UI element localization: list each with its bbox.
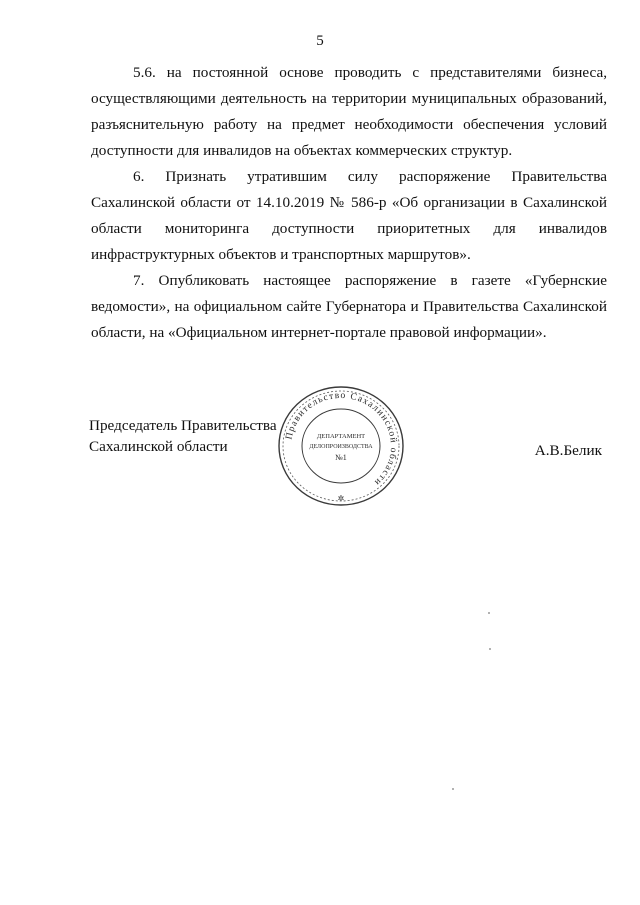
official-seal bbox=[276, 384, 406, 508]
seal-inner-line1: ДЕПАРТАМЕНТ bbox=[316, 433, 366, 440]
seal-star-icon: ✲ bbox=[337, 494, 345, 503]
paragraph-5-6: 5.6. на постоянной основе проводить с представителями бизнеса, осуществляющими деятельность на территории муниципальных образований, разъяснительную работу на предмет необходимости обеспечения условий доступности для инвалидов на объектах коммерческих структур. bbox=[91, 64, 607, 159]
signatory-position bbox=[89, 415, 277, 457]
paragraph-6: 6. Признать утратившим силу распоряжение Правительства Сахалинской области от 14.10.2019 № 586-р «Об организации в Сахалинской области мониторинга доступности приоритетных для инвалидов инфраструктурных объектов и транспортных маршрутов». bbox=[91, 168, 607, 263]
scan-speck bbox=[489, 648, 491, 650]
seal-inner-line3: №1 bbox=[335, 453, 347, 462]
page-number: 5 bbox=[316, 33, 324, 49]
scan-speck bbox=[452, 788, 454, 790]
signatory-name: А.В.Белик bbox=[534, 442, 602, 459]
seal-outer-text: Правительство Сахалинской области bbox=[284, 390, 399, 488]
seal-inner-line2: ДЕЛОПРОИЗВОДСТВА bbox=[309, 444, 373, 450]
scan-speck bbox=[488, 612, 490, 614]
signatory-position-line2: Сахалинской области bbox=[89, 438, 228, 455]
paragraph-7: 7. Опубликовать настоящее распоряжение в газете «Губернские ведомости», на официальном сайте Губернатора и Правительства Сахалинской области, на «Официальном интернет-портале правовой информации». bbox=[91, 272, 607, 341]
signatory-position-line1: Председатель Правительства bbox=[89, 417, 277, 434]
